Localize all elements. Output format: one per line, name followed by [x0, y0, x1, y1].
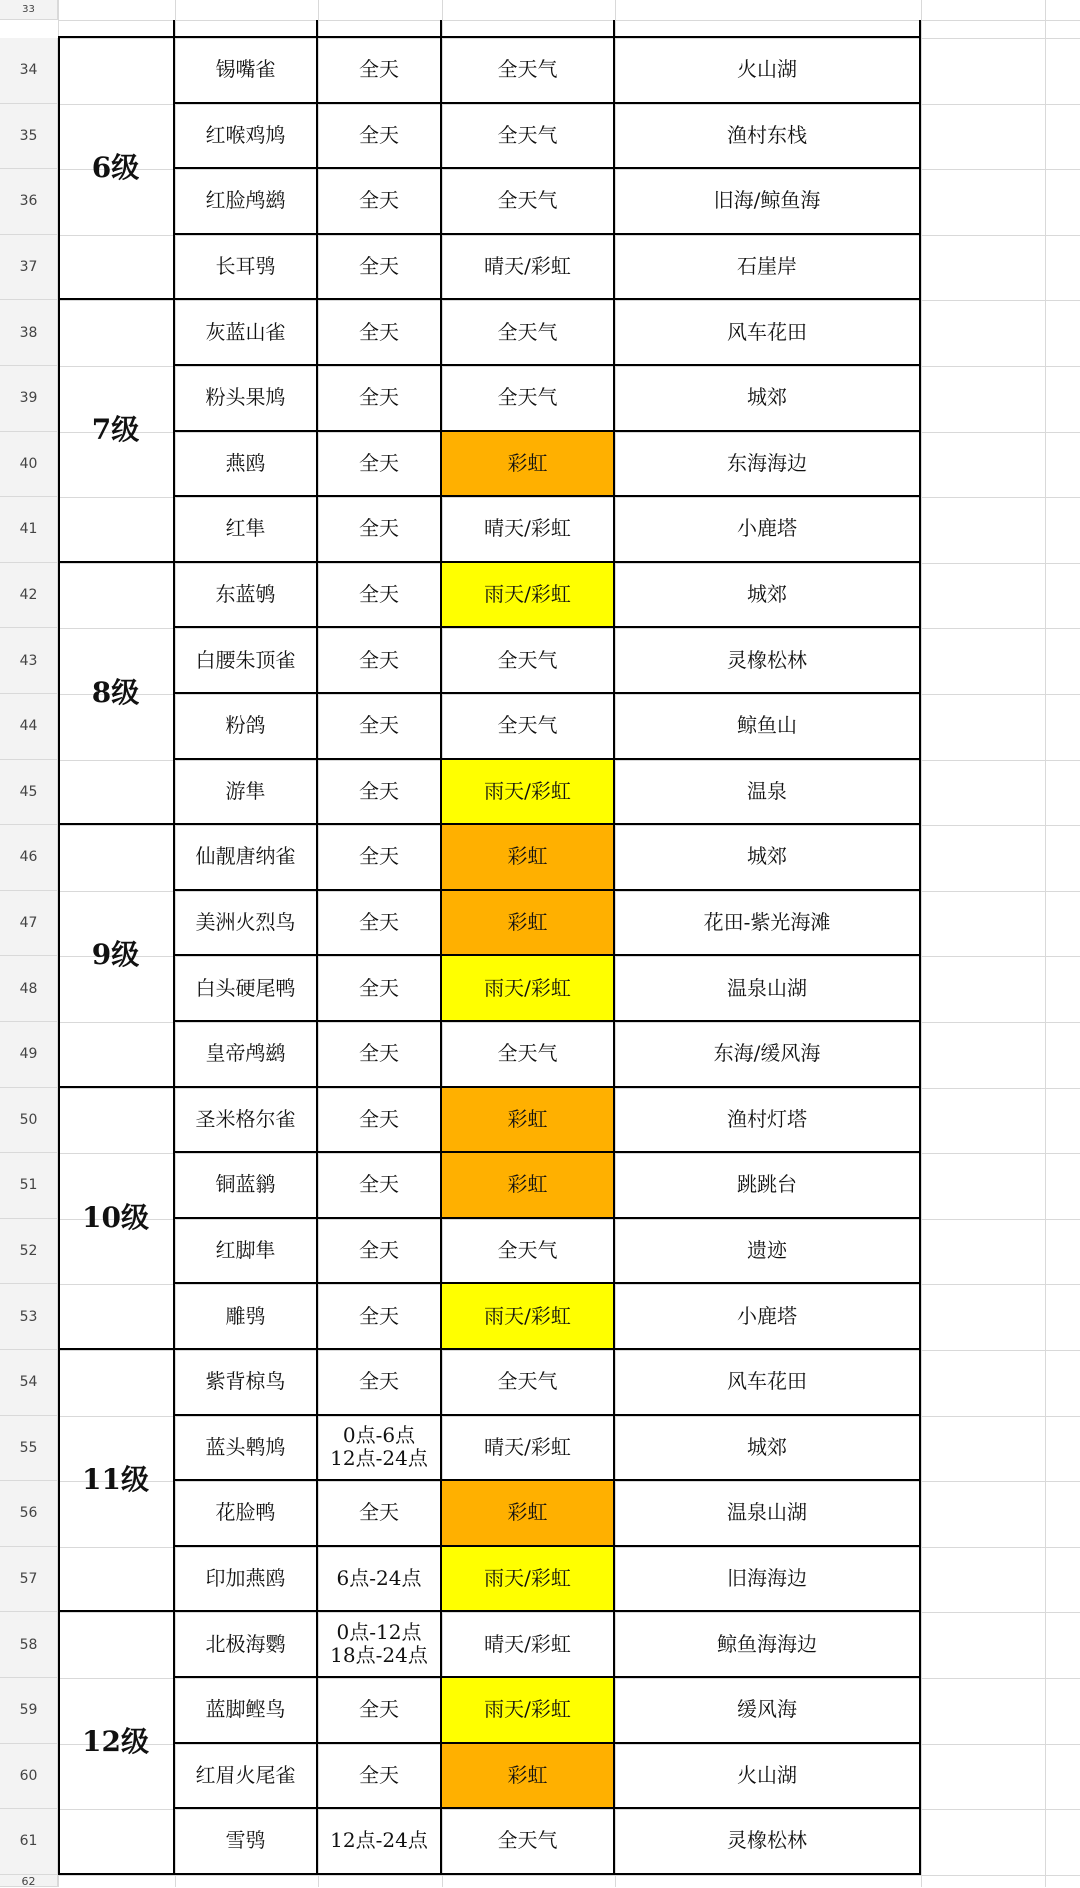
time-cell[interactable]: 全天 [318, 891, 442, 957]
weather-cell[interactable]: 全天气 [442, 169, 615, 235]
weather-cell[interactable]: 彩虹 [442, 1088, 615, 1154]
weather-cell[interactable]: 全天气 [442, 1219, 615, 1285]
location-cell[interactable]: 渔村东栈 [615, 104, 921, 170]
time-cell[interactable]: 全天 [318, 169, 442, 235]
location-cell[interactable]: 小鹿塔 [615, 497, 921, 563]
row-number: 59 [0, 1678, 58, 1744]
time-cell[interactable]: 全天 [318, 1744, 442, 1810]
bird-name-cell[interactable]: 红隼 [175, 497, 318, 563]
weather-cell[interactable]: 雨天/彩虹 [442, 760, 615, 826]
time-cell[interactable]: 全天 [318, 366, 442, 432]
weather-cell[interactable]: 全天气 [442, 104, 615, 170]
bird-name-cell[interactable]: 雪鸮 [175, 1809, 318, 1875]
location-cell[interactable]: 遗迹 [615, 1219, 921, 1285]
location-cell[interactable]: 城郊 [615, 563, 921, 629]
time-cell[interactable]: 0点-12点 18点-24点 [318, 1612, 442, 1678]
time-cell[interactable]: 全天 [318, 956, 442, 1022]
level-cell[interactable]: 11级 [58, 1350, 175, 1612]
location-cell[interactable]: 渔村灯塔 [615, 1088, 921, 1154]
location-cell[interactable]: 温泉山湖 [615, 956, 921, 1022]
weather-cell[interactable]: 晴天/彩虹 [442, 235, 615, 301]
time-cell[interactable]: 全天 [318, 497, 442, 563]
weather-cell[interactable]: 全天气 [442, 366, 615, 432]
weather-cell[interactable]: 彩虹 [442, 1744, 615, 1810]
level-cell[interactable]: 6级 [58, 38, 175, 300]
location-cell[interactable]: 火山湖 [615, 1744, 921, 1810]
level-cell[interactable]: 10级 [58, 1088, 175, 1350]
time-cell[interactable]: 全天 [318, 235, 442, 301]
row-number: 55 [0, 1416, 58, 1482]
location-cell[interactable]: 风车花田 [615, 1350, 921, 1416]
location-cell[interactable]: 花田-紫光海滩 [615, 891, 921, 957]
table-column-border [919, 20, 921, 38]
row-number: 58 [0, 1612, 58, 1678]
row-number: 39 [0, 366, 58, 432]
bird-name-cell[interactable]: 紫背椋鸟 [175, 1350, 318, 1416]
time-cell[interactable]: 全天 [318, 1678, 442, 1744]
bird-name-cell[interactable]: 白头硬尾鸭 [175, 956, 318, 1022]
location-cell[interactable]: 城郊 [615, 1416, 921, 1482]
bird-name-cell[interactable]: 蓝脚鲣鸟 [175, 1678, 318, 1744]
weather-cell[interactable]: 彩虹 [442, 1481, 615, 1547]
weather-cell[interactable]: 全天气 [442, 38, 615, 104]
time-cell[interactable]: 全天 [318, 1350, 442, 1416]
weather-cell[interactable]: 雨天/彩虹 [442, 1284, 615, 1350]
bird-name-cell[interactable]: 燕鸥 [175, 432, 318, 498]
location-cell[interactable]: 石崖岸 [615, 235, 921, 301]
weather-cell[interactable]: 全天气 [442, 628, 615, 694]
weather-cell[interactable]: 晴天/彩虹 [442, 497, 615, 563]
weather-cell[interactable]: 雨天/彩虹 [442, 1678, 615, 1744]
row-number: 54 [0, 1350, 58, 1416]
location-cell[interactable]: 小鹿塔 [615, 1284, 921, 1350]
time-cell[interactable]: 全天 [318, 1153, 442, 1219]
bird-name-cell[interactable]: 雕鸮 [175, 1284, 318, 1350]
bird-name-cell[interactable]: 印加燕鸥 [175, 1547, 318, 1613]
time-cell[interactable]: 全天 [318, 825, 442, 891]
location-cell[interactable]: 东海/缓风海 [615, 1022, 921, 1088]
row-number: 42 [0, 563, 58, 629]
row-number: 47 [0, 891, 58, 957]
location-cell[interactable]: 火山湖 [615, 38, 921, 104]
row-number: 49 [0, 1022, 58, 1088]
bird-name-cell[interactable]: 白腰朱顶雀 [175, 628, 318, 694]
table-top-border [58, 36, 921, 38]
time-cell[interactable]: 12点-24点 [318, 1809, 442, 1875]
time-cell[interactable]: 全天 [318, 1022, 442, 1088]
time-cell[interactable]: 全天 [318, 38, 442, 104]
table-column-border [613, 20, 615, 38]
time-cell[interactable]: 全天 [318, 760, 442, 826]
location-cell[interactable]: 旧海/鲸鱼海 [615, 169, 921, 235]
bird-name-cell[interactable]: 北极海鹦 [175, 1612, 318, 1678]
time-cell[interactable]: 0点-6点 12点-24点 [318, 1416, 442, 1482]
weather-cell[interactable]: 彩虹 [442, 432, 615, 498]
weather-cell[interactable]: 雨天/彩虹 [442, 563, 615, 629]
row-number: 41 [0, 497, 58, 563]
location-cell[interactable]: 温泉山湖 [615, 1481, 921, 1547]
weather-cell[interactable]: 全天气 [442, 1022, 615, 1088]
time-cell[interactable]: 全天 [318, 628, 442, 694]
row-number: 61 [0, 1809, 58, 1875]
row-number: 37 [0, 235, 58, 301]
level-cell[interactable]: 7级 [58, 300, 175, 562]
row-number: 57 [0, 1547, 58, 1613]
table-column-border [316, 20, 318, 38]
row-number: 62 [0, 1875, 58, 1887]
bird-name-cell[interactable]: 游隼 [175, 760, 318, 826]
row-number: 53 [0, 1284, 58, 1350]
row-number: 46 [0, 825, 58, 891]
weather-cell[interactable]: 雨天/彩虹 [442, 1547, 615, 1613]
weather-cell[interactable]: 彩虹 [442, 1153, 615, 1219]
bird-name-cell[interactable]: 铜蓝鹟 [175, 1153, 318, 1219]
location-cell[interactable]: 旧海海边 [615, 1547, 921, 1613]
bird-name-cell[interactable]: 锡嘴雀 [175, 38, 318, 104]
bird-name-cell[interactable]: 长耳鸮 [175, 235, 318, 301]
grid-row-line [58, 1875, 1080, 1876]
location-cell[interactable]: 鲸鱼山 [615, 694, 921, 760]
row-number: 35 [0, 104, 58, 170]
row-number: 44 [0, 694, 58, 760]
location-cell[interactable]: 东海海边 [615, 432, 921, 498]
time-cell[interactable]: 全天 [318, 1284, 442, 1350]
bird-name-cell[interactable]: 红眉火尾雀 [175, 1744, 318, 1810]
row-number: 45 [0, 760, 58, 826]
time-cell[interactable]: 全天 [318, 1219, 442, 1285]
level-cell[interactable]: 9级 [58, 825, 175, 1087]
bird-name-cell[interactable]: 红脸鸬鹚 [175, 169, 318, 235]
weather-cell[interactable]: 全天气 [442, 694, 615, 760]
location-cell[interactable]: 城郊 [615, 366, 921, 432]
row-number: 51 [0, 1153, 58, 1219]
weather-cell[interactable]: 全天气 [442, 1350, 615, 1416]
time-cell[interactable]: 全天 [318, 104, 442, 170]
row-number: 40 [0, 432, 58, 498]
bird-name-cell[interactable]: 圣米格尔雀 [175, 1088, 318, 1154]
level-cell[interactable]: 12级 [58, 1612, 175, 1874]
table-left-border [58, 36, 60, 1875]
time-cell[interactable]: 全天 [318, 1481, 442, 1547]
location-cell[interactable]: 灵橡松林 [615, 628, 921, 694]
location-cell[interactable]: 灵橡松林 [615, 1809, 921, 1875]
time-cell[interactable]: 全天 [318, 563, 442, 629]
location-cell[interactable]: 风车花田 [615, 300, 921, 366]
location-cell[interactable]: 鲸鱼海海边 [615, 1612, 921, 1678]
time-cell[interactable]: 全天 [318, 1088, 442, 1154]
level-cell[interactable]: 8级 [58, 563, 175, 825]
bird-name-cell[interactable]: 红喉鸡鸠 [175, 104, 318, 170]
time-cell[interactable]: 全天 [318, 432, 442, 498]
time-cell[interactable]: 全天 [318, 694, 442, 760]
row-number: 36 [0, 169, 58, 235]
weather-cell[interactable]: 晴天/彩虹 [442, 1416, 615, 1482]
grid-column-line [1045, 0, 1046, 1887]
row-number: 50 [0, 1088, 58, 1154]
weather-cell[interactable]: 彩虹 [442, 825, 615, 891]
row-number: 43 [0, 628, 58, 694]
bird-name-cell[interactable]: 仙靓唐纳雀 [175, 825, 318, 891]
bird-name-cell[interactable]: 粉头果鸠 [175, 366, 318, 432]
weather-cell[interactable]: 全天气 [442, 1809, 615, 1875]
grid-column-line [921, 0, 922, 1887]
row-number: 38 [0, 300, 58, 366]
time-cell[interactable]: 全天 [318, 300, 442, 366]
row-number: 48 [0, 956, 58, 1022]
weather-cell[interactable]: 全天气 [442, 300, 615, 366]
table-column-border [173, 20, 175, 38]
location-cell[interactable]: 跳跳台 [615, 1153, 921, 1219]
row-number: 34 [0, 38, 58, 104]
bird-name-cell[interactable]: 皇帝鸬鹚 [175, 1022, 318, 1088]
weather-cell[interactable]: 晴天/彩虹 [442, 1612, 615, 1678]
location-cell[interactable]: 缓风海 [615, 1678, 921, 1744]
bird-name-cell[interactable]: 红脚隼 [175, 1219, 318, 1285]
bird-name-cell[interactable]: 美洲火烈鸟 [175, 891, 318, 957]
bird-name-cell[interactable]: 蓝头鹎鸠 [175, 1416, 318, 1482]
location-cell[interactable]: 温泉 [615, 760, 921, 826]
bird-name-cell[interactable]: 粉鸽 [175, 694, 318, 760]
weather-cell[interactable]: 彩虹 [442, 891, 615, 957]
location-cell[interactable]: 城郊 [615, 825, 921, 891]
grid-row-line [58, 20, 1080, 21]
bird-name-cell[interactable]: 灰蓝山雀 [175, 300, 318, 366]
bird-name-cell[interactable]: 东蓝鸲 [175, 563, 318, 629]
table-column-border [440, 20, 442, 38]
time-cell[interactable]: 6点-24点 [318, 1547, 442, 1613]
row-number: 60 [0, 1744, 58, 1810]
row-number: 56 [0, 1481, 58, 1547]
row-number: 52 [0, 1219, 58, 1285]
weather-cell[interactable]: 雨天/彩虹 [442, 956, 615, 1022]
bird-name-cell[interactable]: 花脸鸭 [175, 1481, 318, 1547]
row-number: 33 [0, 0, 58, 20]
